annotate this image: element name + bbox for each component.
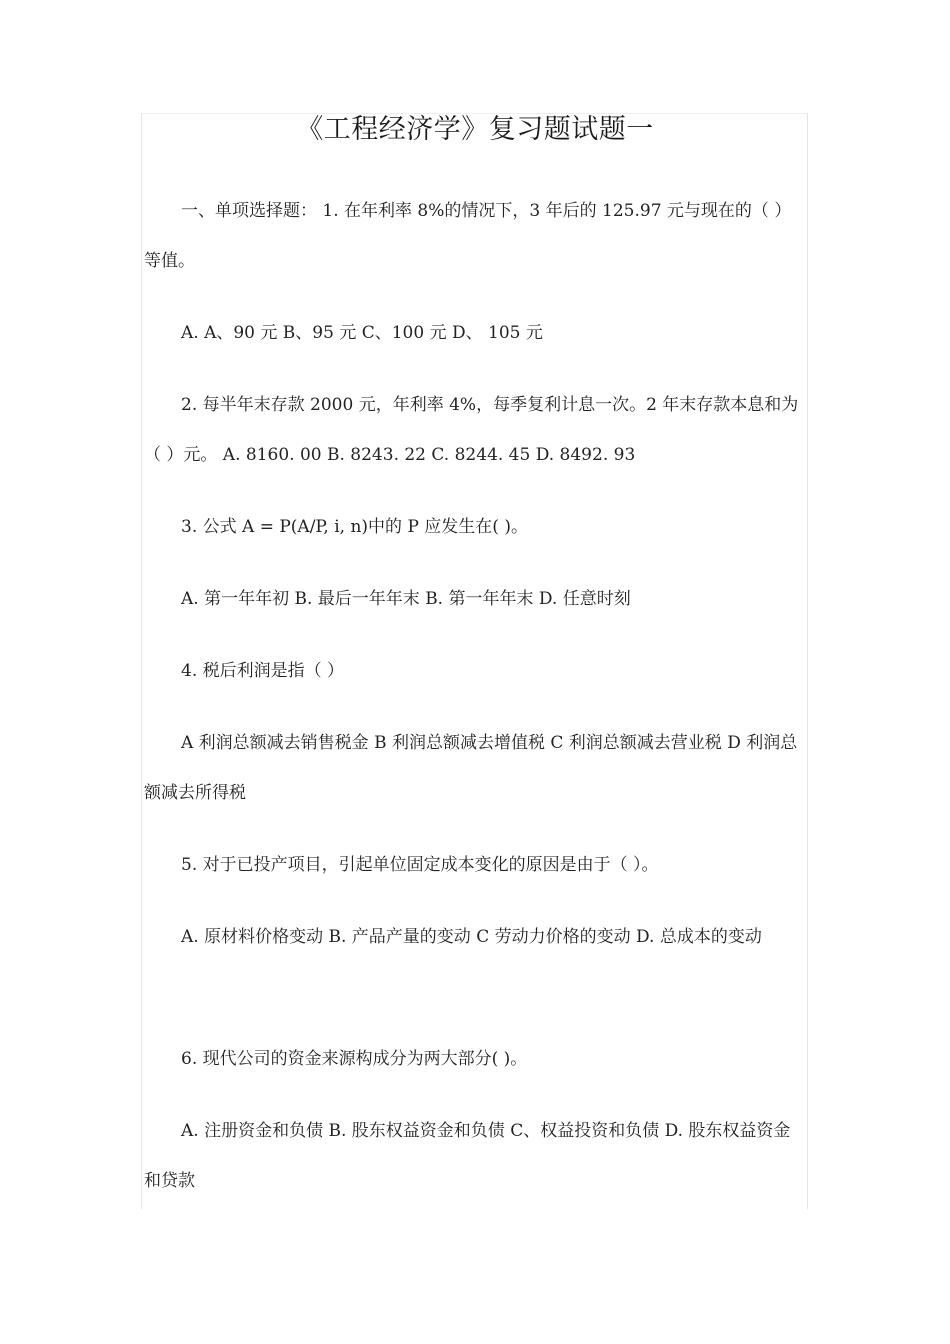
question-1-options: A. A、90 元 B、95 元 C、100 元 D、 105 元 — [181, 323, 543, 343]
question-6-options: A. 注册资金和负债 B. 股东权益资金和负债 C、权益投资和负债 D. 股东权益资金和贷款 — [144, 1121, 791, 1191]
question-3-stem: 3. 公式 A = P(A/P, i, n)中的 P 应发生在( )。 — [181, 517, 528, 537]
question-4-stem: 4. 税后利润是指（ ） — [181, 661, 345, 681]
question-4-options: A 利润总额减去销售税金 B 利润总额减去增值税 C 利润总额减去营业税 D 利润总额减去所得税 — [144, 733, 798, 803]
question-6-stem: 6. 现代公司的资金来源构成分为两大部分( )。 — [181, 1049, 528, 1069]
question-1-stem: 一、单项选择题： 1. 在年利率 8%的情况下，3 年后的 125.97 元与现在的（ ）等值。 — [144, 201, 792, 271]
document-title: 《工程经济学》复习题试题一 — [296, 114, 654, 145]
question-2: 2. 每半年末存款 2000 元，年利率 4%，每季复利计息一次。2 年末存款本息和为（ ）元。 A. 8160. 00 B. 8243. 22 C. 8244. 45 D. 8492. 93 — [144, 395, 799, 465]
question-5-stem: 5. 对于已投产项目，引起单位固定成本变化的原因是由于（ ）。 — [181, 855, 659, 875]
question-5-options: A. 原材料价格变动 B. 产品产量的变动 C 劳动力价格的变动 D. 总成本的变动 — [181, 927, 762, 947]
question-3-options: A. 第一年年初 B. 最后一年年末 B. 第一年年末 D. 任意时刻 — [181, 589, 631, 609]
